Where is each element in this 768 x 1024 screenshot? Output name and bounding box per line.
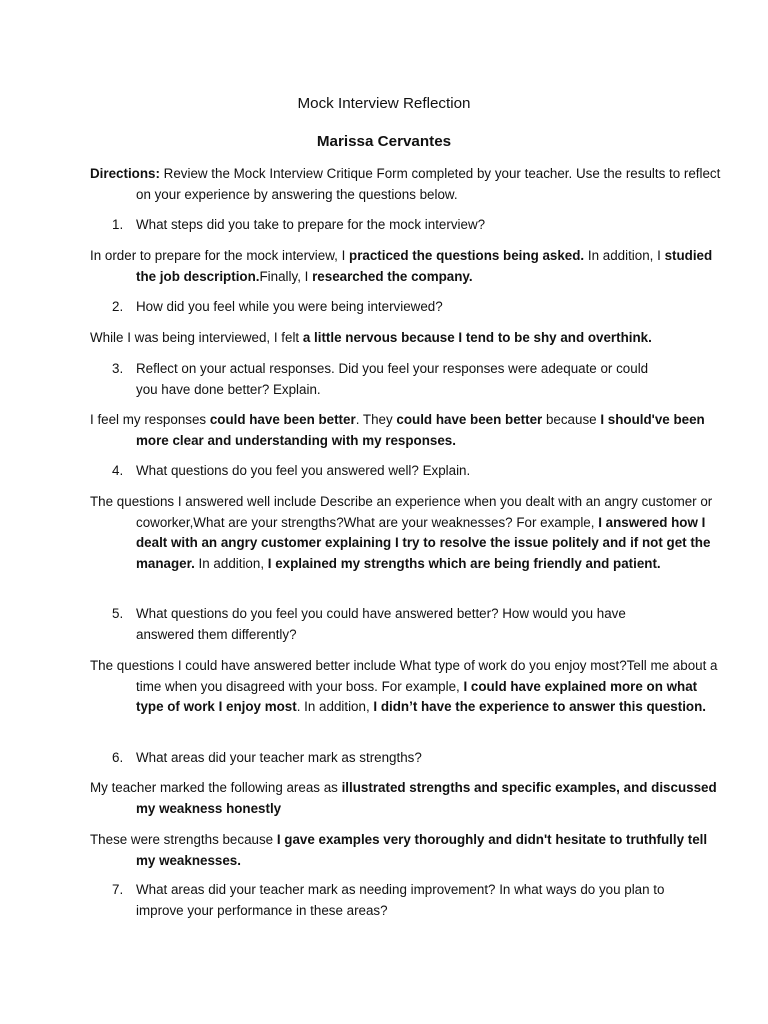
question-text: What areas did your teacher mark as strengths? [136, 750, 422, 765]
question-5 [112, 604, 672, 645]
answer-emphasis: I didn’t have the experience to answer this question. [373, 699, 707, 714]
question-1 [112, 215, 672, 236]
directions-paragraph [90, 164, 728, 205]
question-number: 2. [112, 299, 124, 314]
question-2 [112, 297, 672, 318]
answer-1 [90, 246, 728, 287]
answer-text: . In addition, [296, 699, 374, 714]
answer-6 [90, 778, 728, 819]
directions-label: Directions: [90, 166, 160, 181]
answer-emphasis: researched the company. [312, 268, 473, 284]
answer-text: I feel my responses [90, 412, 210, 427]
question-4 [112, 461, 672, 482]
answer-emphasis: I should've been more clear and understanding with my responses. [136, 412, 705, 448]
question-text: What steps did you take to prepare for the mock interview? [136, 217, 486, 232]
question-text: What questions do you feel you could have answered better? How would you have answered them differently? [136, 606, 626, 642]
answer-text: because [542, 412, 601, 427]
answer-text: Finally, I [259, 268, 313, 284]
answer-emphasis: I could have explained more on what type of work I enjoy most [136, 678, 698, 714]
answer-emphasis: could have been better [209, 412, 356, 427]
question-number: 5. [112, 606, 124, 621]
answer-text: In order to prepare for the mock interview, I [90, 248, 350, 263]
question-text: How did you feel while you were being interviewed? [136, 299, 443, 314]
answer-emphasis: studied the job description. [136, 248, 713, 284]
answer-text: In addition, I [584, 248, 665, 263]
answer-5 [90, 656, 728, 718]
answer-text: The questions I could have answered better include What type of work do you enjoy most?Tell me about a time when you disagreed with your boss. For example, [90, 658, 718, 694]
answer-text: My teacher marked the following areas as [90, 780, 342, 795]
answer-text: These were strengths because [90, 832, 277, 847]
author-name: Marissa Cervantes [316, 133, 452, 150]
question-number: 6. [112, 750, 124, 765]
question-number: 7. [112, 882, 124, 897]
answer-emphasis: I gave examples very thoroughly and didn't hesitate to truthfully tell my weaknesses. [136, 832, 708, 868]
answer-emphasis: could have been better [396, 412, 543, 427]
question-number: 4. [112, 463, 124, 478]
answer-3 [90, 410, 728, 451]
answer-text: While I was being interviewed, I felt [90, 330, 303, 345]
answer-6-followup [90, 830, 728, 871]
answer-text: . They [355, 412, 397, 427]
question-text: Reflect on your actual responses. Did you feel your responses were adequate or could you have done better? Explain. [136, 361, 649, 397]
question-number: 3. [112, 361, 124, 376]
question-text: What areas did your teacher mark as needing improvement? In what ways do you plan to improve your performance in these areas? [136, 882, 665, 918]
answer-emphasis: a little nervous because I tend to be shy and overthink. [302, 330, 652, 345]
question-text: What questions do you feel you answered well? Explain. [136, 463, 471, 478]
question-number: 1. [112, 217, 124, 232]
answer-emphasis: illustrated strengths and specific examples, and discussed my weakness honestly [136, 780, 717, 816]
answer-emphasis: I answered how I dealt with an angry customer explaining I try to resolve the issue politely and if not get the manager. [136, 514, 711, 571]
answer-4 [90, 492, 728, 574]
question-3 [112, 359, 672, 400]
question-6 [112, 748, 672, 769]
directions-text: Review the Mock Interview Critique Form completed by your teacher. Use the results to reflect on your experience by answering the questions below. [136, 166, 721, 202]
answer-emphasis: practiced the questions being asked. [349, 248, 585, 263]
document-title: Mock Interview Reflection [297, 95, 471, 112]
answer-text: In addition, [194, 555, 268, 571]
question-7 [112, 880, 672, 921]
answer-text: The questions I answered well include Describe an experience when you dealt with an angry customer or coworker,What are your strengths?What are your weaknesses? For example, [90, 494, 713, 530]
answer-2 [90, 328, 728, 349]
answer-emphasis: I explained my strengths which are being friendly and patient. [267, 555, 661, 571]
